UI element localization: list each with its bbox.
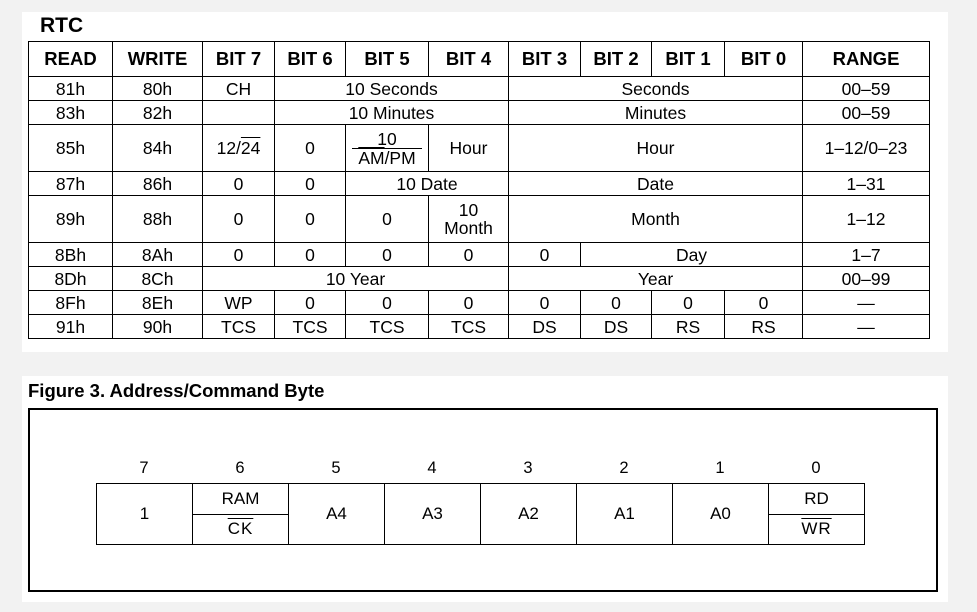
bit4-cell: Hour: [429, 125, 509, 172]
bit-number-label: 2: [619, 459, 629, 477]
bit0-cell: RS: [725, 315, 803, 339]
bits2-0-cell: Day: [581, 243, 803, 267]
read-address: 8Bh: [29, 243, 113, 267]
header-bit4: BIT 4: [429, 42, 509, 77]
bit4-cell: 0: [429, 243, 509, 267]
header-read: READ: [29, 42, 113, 77]
bit2-cell: A1: [577, 484, 673, 544]
header-write: WRITE: [113, 42, 203, 77]
bit5-cell: 0: [346, 291, 429, 315]
bits3-0-cell: Month: [509, 196, 803, 243]
figure-title: Figure 3. Address/Command Byte: [28, 380, 325, 401]
write-address: 82h: [113, 101, 203, 125]
bit-number-label: 6: [235, 459, 245, 477]
bit0-cell: 0: [725, 291, 803, 315]
header-bit6: BIT 6: [275, 42, 346, 77]
write-address: 84h: [113, 125, 203, 172]
bit5-cell: A4: [289, 484, 385, 544]
header-bit3: BIT 3: [509, 42, 581, 77]
bit7-cell: 0: [203, 196, 275, 243]
bits3-0-cell: Year: [509, 267, 803, 291]
range-cell: 1–12/0–23: [803, 125, 930, 172]
read-address: 91h: [29, 315, 113, 339]
read-address: 8Dh: [29, 267, 113, 291]
bit4-cell: A3: [385, 484, 481, 544]
table-row: [29, 125, 930, 172]
bit7-cell: 0: [203, 172, 275, 196]
read-address: 87h: [29, 172, 113, 196]
write-address: 86h: [113, 172, 203, 196]
range-cell: 1–7: [803, 243, 930, 267]
bit5-cell: [346, 125, 429, 172]
write-address: 90h: [113, 315, 203, 339]
write-address: 8Ch: [113, 267, 203, 291]
bit4-cell: TCS: [429, 315, 509, 339]
bit-number-label: 5: [331, 459, 341, 477]
range-cell: 1–12: [803, 196, 930, 243]
ten-month-top: 10: [458, 200, 479, 220]
header-bit2: BIT 2: [581, 42, 652, 77]
bit7-cell: 0: [203, 243, 275, 267]
header-bit7: BIT 7: [203, 42, 275, 77]
bit3-cell: DS: [509, 315, 581, 339]
bit4-cell: [429, 196, 509, 243]
range-cell: —: [803, 291, 930, 315]
bit3-cell: A2: [481, 484, 577, 544]
range-cell: 1–31: [803, 172, 930, 196]
bit7-cell: 1: [97, 484, 193, 544]
bit2-cell: DS: [581, 315, 652, 339]
table-row: [29, 196, 930, 243]
am-overline: $\overline{AM}$: [358, 147, 385, 168]
read-address: 8Fh: [29, 291, 113, 315]
bit1-cell: RS: [652, 315, 725, 339]
bits3-0-cell: Date: [509, 172, 803, 196]
header-bit5: BIT 5: [346, 42, 429, 77]
bit3-cell: 0: [509, 291, 581, 315]
hour-mode-prefix: 12/: [216, 138, 241, 158]
bit4-cell: 0: [429, 291, 509, 315]
figure-frame: [28, 408, 938, 592]
header-bit0: BIT 0: [725, 42, 803, 77]
bit2-cell: 0: [581, 291, 652, 315]
bits7-4-cell: 10 Year: [203, 267, 509, 291]
bits6-4-cell: 10 Minutes: [275, 101, 509, 125]
bit-number-label: 3: [523, 459, 533, 477]
write-address: 80h: [113, 77, 203, 101]
range-cell: 00–59: [803, 101, 930, 125]
bit3-cell: 0: [509, 243, 581, 267]
pm-label: /PM: [384, 147, 416, 168]
read-address: 81h: [29, 77, 113, 101]
write-address: 8Ah: [113, 243, 203, 267]
ck-overline-label: $\overline{CK}$: [227, 519, 254, 539]
write-address: 88h: [113, 196, 203, 243]
rd-label: RD: [804, 488, 829, 508]
bit7-cell: [203, 125, 275, 172]
bit7-cell: [203, 101, 275, 125]
bits3-0-cell: Seconds: [509, 77, 803, 101]
bit6-cell: 0: [275, 172, 346, 196]
table-row: [29, 101, 930, 125]
hour-mode-overline: 24: [240, 138, 261, 158]
bit-number-label: 4: [427, 459, 437, 477]
bits6-4-cell: 10 Seconds: [275, 77, 509, 101]
bit0-cell: [769, 484, 864, 544]
bits3-0-cell: Minutes: [509, 101, 803, 125]
bit7-cell: TCS: [203, 315, 275, 339]
bit7-cell: WP: [203, 291, 275, 315]
bit5-cell: 0: [346, 243, 429, 267]
table-row: [29, 291, 930, 315]
bit-number-label: 1: [715, 459, 725, 477]
table-row: [29, 267, 930, 291]
header-range: RANGE: [803, 42, 930, 77]
bit7-cell: CH: [203, 77, 275, 101]
command-byte-cells: [96, 483, 865, 545]
table-row: [29, 315, 930, 339]
bit1-cell: A0: [673, 484, 769, 544]
rtc-register-table: [28, 41, 930, 339]
bit-number-label: 0: [811, 459, 821, 477]
range-cell: —: [803, 315, 930, 339]
bit1-cell: 0: [652, 291, 725, 315]
table-row: [29, 243, 930, 267]
bit5-cell: TCS: [346, 315, 429, 339]
bit6-cell: 0: [275, 243, 346, 267]
range-cell: 00–99: [803, 267, 930, 291]
write-address: 8Eh: [113, 291, 203, 315]
ten-hour-label: 10: [377, 128, 397, 149]
table-row: [29, 172, 930, 196]
table-header-row: [29, 42, 930, 77]
bit-number-label: 7: [139, 459, 149, 477]
read-address: 83h: [29, 101, 113, 125]
wr-overline-label: $\overline{WR}$: [801, 519, 832, 539]
rtc-panel: [22, 12, 948, 352]
bit6-cell: 0: [275, 291, 346, 315]
rtc-title: RTC: [40, 14, 84, 37]
ten-month-bottom: Month: [444, 218, 493, 238]
read-address: 89h: [29, 196, 113, 243]
bit6-cell: TCS: [275, 315, 346, 339]
ram-label: RAM: [221, 488, 260, 508]
table-row: [29, 77, 930, 101]
bit6-cell: [193, 484, 289, 544]
bit6-cell: 0: [275, 196, 346, 243]
bit5-cell: 0: [346, 196, 429, 243]
bits3-0-cell: Hour: [509, 125, 803, 172]
bit6-cell: 0: [275, 125, 346, 172]
range-cell: 00–59: [803, 77, 930, 101]
read-address: 85h: [29, 125, 113, 172]
header-bit1: BIT 1: [652, 42, 725, 77]
bits5-4-cell: 10 Date: [346, 172, 509, 196]
figure-panel: [22, 376, 948, 602]
